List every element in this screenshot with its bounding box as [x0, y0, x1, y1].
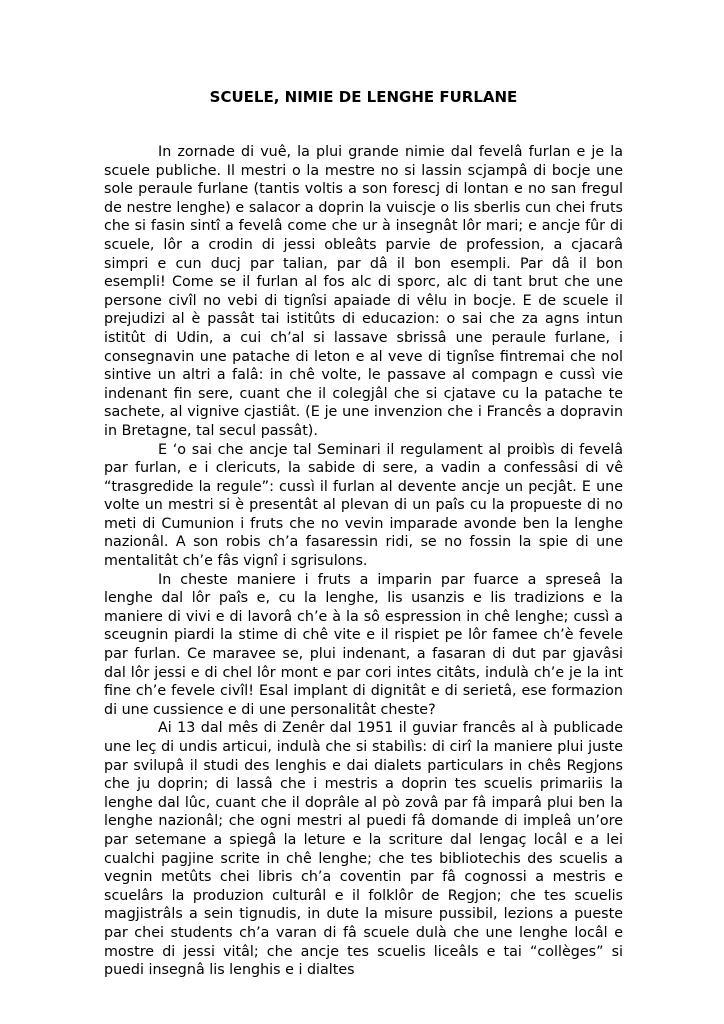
paragraph: In zornade di vuê, la plui grande nimie dal fevelâ furlan e je la scuele publiche. Il mestri o la mestre no si lassin scjampâ di bocje une sole peraule furlane (tantis voltis a son forescj di lontan e no san fregul de nestre lenghe) e salacor a doprin la vuiscje o lis sberlis cun chei fruts che si fasin sintî a fevelâ come che ur à insegnât lôr mari; e ancje fûr di scuele, lôr a crodin di jessi obleâts parvie de profession, a cjacarâ simpri e cun ducj par talian, par dâ il bon esempli. Par dâ il bon esempli! Come se il furlan al fos alc di sporc, alc di tant brut che une persone civîl no vebi di tignîsi apaiade di vêlu in bocje. E de scuele il prejudizi al è passât tai istitûts di educazion: o sai che za agns intun istitût di Udin, a cui ch’al si lassave sbrissâ une peraule furlane, i consegnavin une patache di leton e al veve di tignîse fintremai che nol sintive un altri a falâ: in chê volte, le passave al compagn e cussì vie indenant fin sere, cuant che il colegjâl che si cjatave cu la patache te sachete, al vignive cjastiât. (E je une invenzion che i Francês a dopravin in Bretagne, tal secul passât).: [104, 144, 623, 439]
document-title: SCUELE, NIMIE DE LENGHE FURLANE: [209, 88, 518, 106]
document-body: [104, 143, 623, 980]
document-page: [104, 0, 623, 1024]
paragraph: Ai 13 dal mês di Zenêr dal 1951 il guviar francês al à publicade une leç di undis articui, indulà che si stabilìs: di cirî la maniere plui juste par svilupâ il studi des lenghis e dai dialets particulars in chês Regjons che ju doprin; di lassâ che i mestris a doprin tes scuelis primariis la lenghe dal lûc, cuant che il doprâle al pò zovâ par fâ imparâ plui ben la lenghe nazionâl; che ogni mestri al puedi fâ domande di impleâ un’ore par setemane a spiegâ la leture e la scriture dal lengaç locâl e a lei cualchi pagjine scrite in chê lenghe; che tes bibliotechis des scuelis a vegnin metûts chei libris ch’a coventin par fâ cognossi a mestris e scuelârs la produzion culturâl e il folklôr de Regjon; che tes scuelis magjistrâls a sein tignudis, in dute la misure pussibil, lezions a pueste par chei students ch’a varan di fâ scuele dulà che une lenghe locâl e mostre di jessi vitâl; che ancje tes scuelis liceâls e tai “collèges” si puedi insegnâ lis lenghis e i dialtes: [104, 720, 623, 979]
paragraph: In cheste maniere i fruts a imparin par fuarce a spreseâ la lenghe dal lôr paîs e, cu la lenghe, lis usanzis e lis tradizions e la maniere di vivi e di lavorâ ch’e à la sô espression in chê lenghe; cussì a sceugnin piardi la stime di chê vite e il rispiet pe lôr famee ch’è fevele par furlan. Ce maravee se, plui indenant, a fasaran di dut par gjavâsi dal lôr jessi e di chel lôr mont e par cori intes citâts, indulà ch’e je la int fine ch’e fevele civîl! Esal implant di dignitât e di serietâ, ese formazion di une cussience e di une personalitât cheste?: [104, 571, 623, 718]
paragraph: E ‘o sai che ancje tal Seminari il regulament al proibìs di fevelâ par furlan, e i clericuts, la sabide di sere, a vadin a confessâsi di vê “trasgredide la regule”: cussì il furlan al devente ancje un pecjât. E une volte un mestri si è presentât al plevan di un paîs cu la propueste di no meti di Cumunion i fruts che no vevin imparade avonde ben la lenghe nazionâl. A son robis ch’a fasaressin ridi, se no fossin la spie di une mentalitât ch’e fâs vignî i sgrisulons.: [104, 441, 623, 570]
